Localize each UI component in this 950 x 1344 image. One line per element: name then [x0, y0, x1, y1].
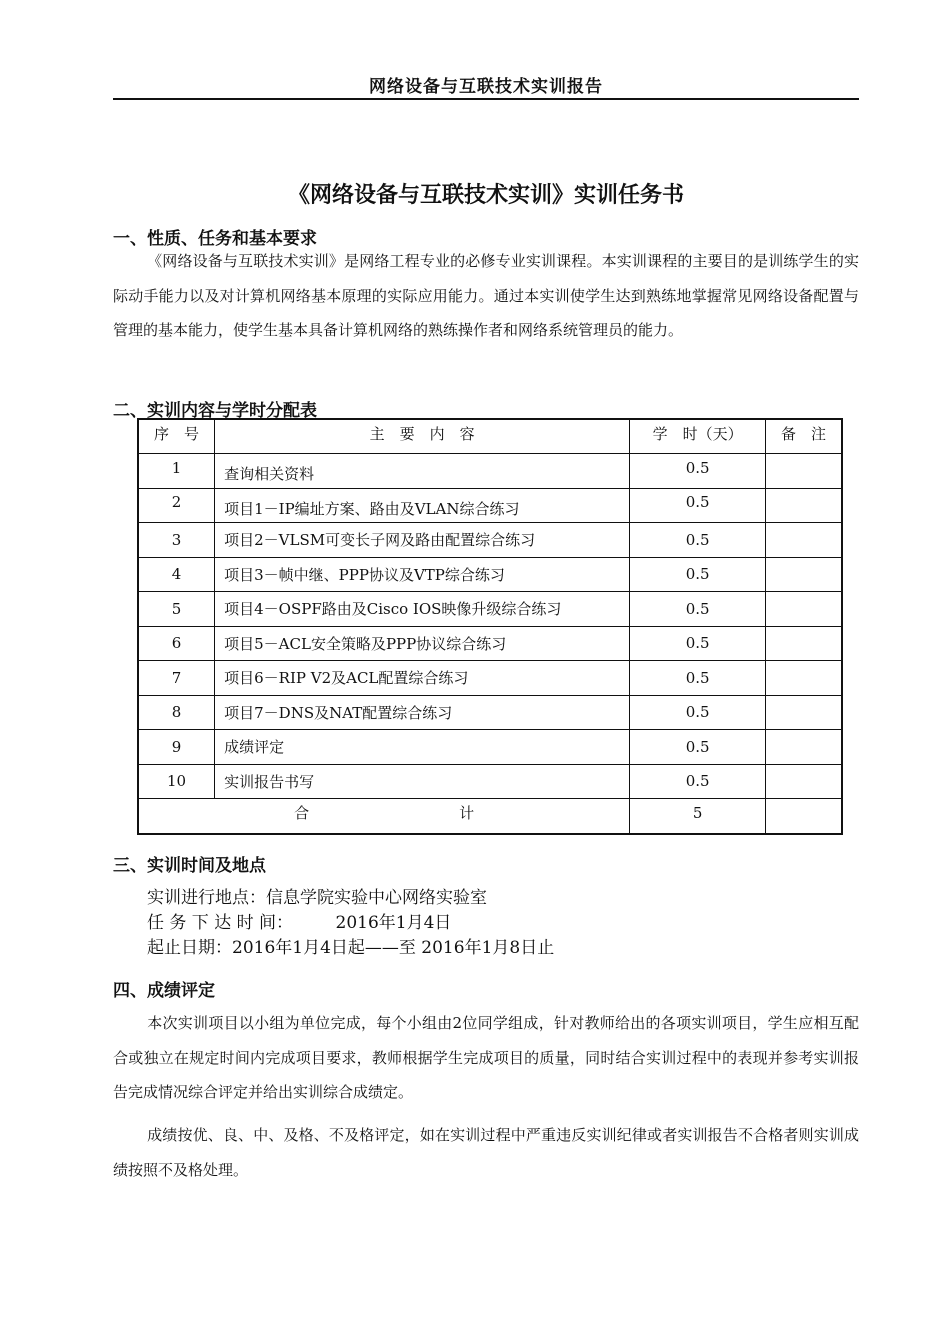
total-label: 合 计 — [138, 799, 630, 834]
row-note — [766, 454, 842, 489]
table-row — [138, 695, 842, 730]
header-hours: 学 时（天） — [630, 419, 766, 454]
row-content: 项目2－VLSM可变长子网及路由配置综合练习 — [215, 523, 630, 558]
section-4-text-1: 本次实训项目以小组为单位完成，每个小组由2位同学组成，针对教师给出的各项实训项目，学生应相互配合或独立在规定时间内完成项目要求，教师根据学生完成项目的质量，同时结合实训过程中的表现并参考实训报告完成情况综合评定并给出实训综合成绩定。 — [113, 1014, 859, 1101]
section-4-paragraph-1 — [113, 1006, 859, 1110]
document-title: 《网络设备与互联技术实训》实训任务书 — [287, 183, 684, 208]
row-content: 项目5－ACL安全策略及PPP协议综合练习 — [215, 626, 630, 661]
row-hours: 0.5 — [630, 592, 766, 627]
row-hours: 0.5 — [630, 661, 766, 696]
section-1-body — [113, 244, 859, 348]
row-hours: 0.5 — [630, 523, 766, 558]
row-content: 项目7－DNS及NAT配置综合练习 — [215, 695, 630, 730]
row-content: 成绩评定 — [215, 730, 630, 765]
row-note — [766, 523, 842, 558]
total-note — [766, 799, 842, 834]
total-hours: 5 — [630, 799, 766, 834]
table-row — [138, 557, 842, 592]
section-1-heading: 一、性质、任务和基本要求 — [113, 229, 317, 249]
row-hours: 0.5 — [630, 488, 766, 523]
table-total-row — [138, 799, 842, 834]
row-note — [766, 488, 842, 523]
row-note — [766, 592, 842, 627]
table-row — [138, 454, 842, 489]
page-header: 网络设备与互联技术实训报告 — [369, 77, 603, 97]
schedule-table — [137, 418, 843, 835]
row-content: 实训报告书写 — [215, 764, 630, 799]
row-no: 2 — [138, 488, 215, 523]
location-line: 实训进行地点：信息学院实验中心网络实验室 — [147, 888, 487, 908]
row-no: 4 — [138, 557, 215, 592]
row-note — [766, 661, 842, 696]
section-4-paragraph-2 — [113, 1118, 859, 1187]
header-divider — [113, 98, 859, 100]
table-row — [138, 523, 842, 558]
header-no: 序 号 — [138, 419, 215, 454]
table-row — [138, 592, 842, 627]
header-content: 主 要 内 容 — [215, 419, 630, 454]
assigned-date-line: 任 务 下 达 时 间： 2016年1月4日 — [147, 913, 452, 933]
section-2-heading: 二、实训内容与学时分配表 — [113, 401, 317, 421]
row-no: 3 — [138, 523, 215, 558]
row-note — [766, 557, 842, 592]
row-no: 6 — [138, 626, 215, 661]
row-hours: 0.5 — [630, 557, 766, 592]
row-no: 8 — [138, 695, 215, 730]
header-note: 备 注 — [766, 419, 842, 454]
section-1-text: 《网络设备与互联技术实训》是网络工程专业的必修专业实训课程。本实训课程的主要目的是训练学生的实际动手能力以及对计算机网络基本原理的实际应用能力。通过本实训使学生达到熟练地掌握常见网络设备配置与管理的基本能力，使学生基本具备计算机网络的熟练操作者和网络系统管理员的能力。 — [113, 252, 859, 339]
row-note — [766, 730, 842, 765]
row-no: 1 — [138, 454, 215, 489]
row-hours: 0.5 — [630, 695, 766, 730]
row-content: 项目1－IP编址方案、路由及VLAN综合练习 — [215, 488, 630, 523]
table-row — [138, 764, 842, 799]
row-hours: 0.5 — [630, 730, 766, 765]
row-content: 项目6－RIP V2及ACL配置综合练习 — [215, 661, 630, 696]
row-note — [766, 626, 842, 661]
row-no: 9 — [138, 730, 215, 765]
table-row — [138, 488, 842, 523]
table-row — [138, 730, 842, 765]
table-row — [138, 661, 842, 696]
section-4-text-2: 成绩按优、良、中、及格、不及格评定，如在实训过程中严重违反实训纪律或者实训报告不合格者则实训成绩按照不及格处理。 — [113, 1126, 859, 1179]
row-content: 查询相关资料 — [215, 454, 630, 489]
section-4-heading: 四、成绩评定 — [113, 981, 215, 1001]
table-header-row — [138, 419, 842, 454]
row-note — [766, 695, 842, 730]
row-content: 项目3－帧中继、PPP协议及VTP综合练习 — [215, 557, 630, 592]
row-hours: 0.5 — [630, 454, 766, 489]
row-no: 10 — [138, 764, 215, 799]
row-hours: 0.5 — [630, 764, 766, 799]
period-line: 起止日期：2016年1月4日起——至 2016年1月8日止 — [147, 938, 555, 958]
row-no: 5 — [138, 592, 215, 627]
row-note — [766, 764, 842, 799]
table-row — [138, 626, 842, 661]
section-3-heading: 三、实训时间及地点 — [113, 856, 266, 876]
row-no: 7 — [138, 661, 215, 696]
row-hours: 0.5 — [630, 626, 766, 661]
row-content: 项目4－OSPF路由及Cisco IOS映像升级综合练习 — [215, 592, 630, 627]
